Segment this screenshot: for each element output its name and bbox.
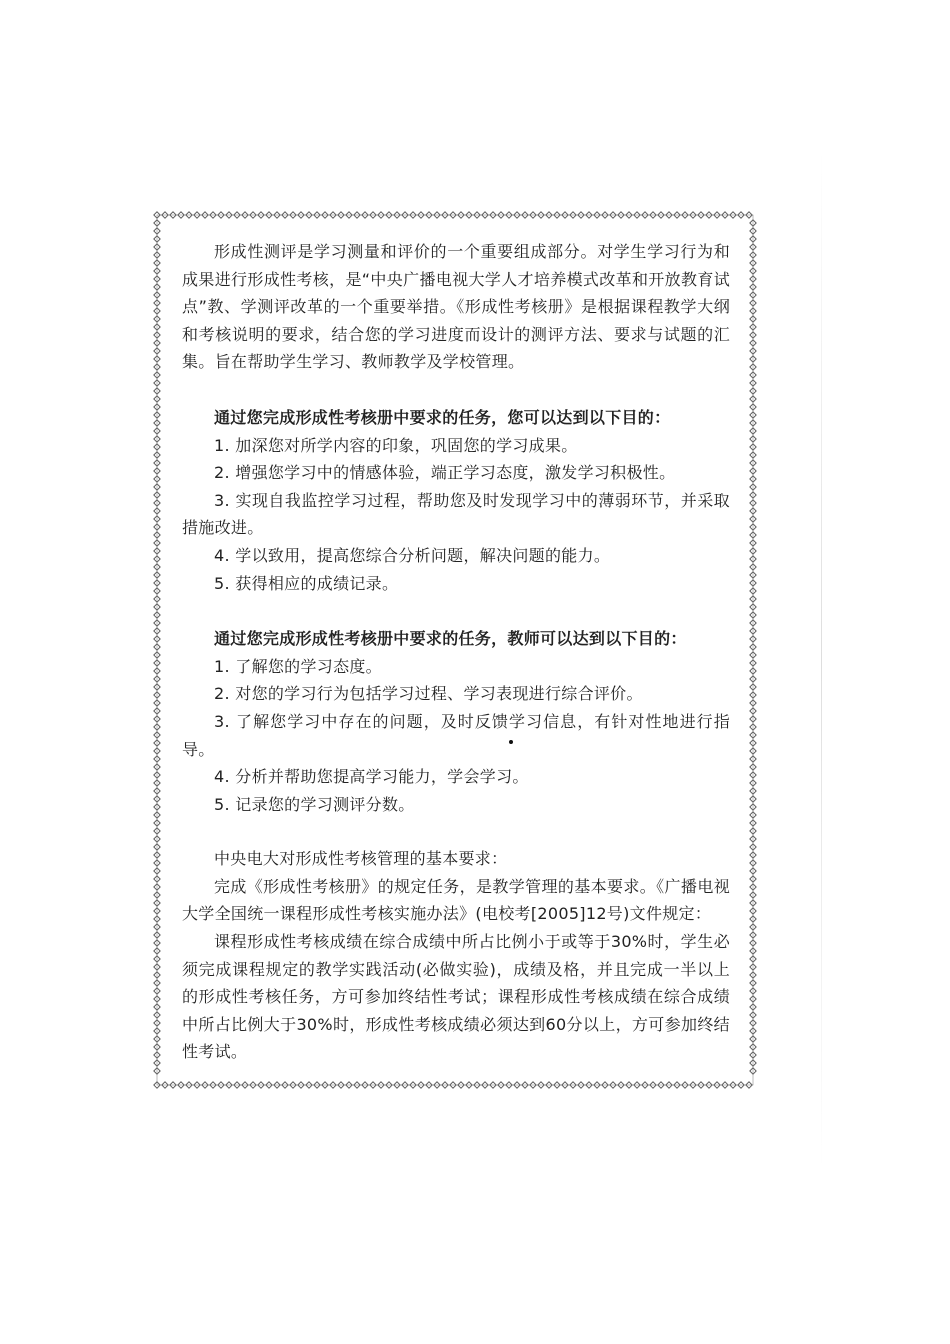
student-goals-heading: 通过您完成形成性考核册中要求的任务，您可以达到以下目的：: [214, 407, 671, 427]
teacher-goals-heading: 通过您完成形成性考核册中要求的任务，教师可以达到以下目的：: [214, 629, 687, 649]
list-item: 3. 实现自我监控学习过程，帮助您及时发现学习中的薄弱环节，并采取措施改进。: [182, 490, 730, 538]
requirements-paragraph-1: 完成《形成性考核册》的规定任务，是教学管理的基本要求。《广播电视大学全国统一课程形成性考核实施办法》(电校考[2005]12号)文件规定：: [182, 876, 730, 924]
list-item: 5. 获得相应的成绩记录。: [214, 573, 399, 593]
intro-paragraph: 形成性测评是学习测量和评价的一个重要组成部分。对学生学习行为和成果进行形成性考核，是“中央广播电视大学人才培养模式改革和开放教育试点”教、学测评改革的一个重要举措。《形成性考核册》是根据课程教学大纲和考核说明的要求，结合您的学习进度而设计的测评方法、要求与试题的汇集。旨在帮助学生学习、教师教学及学校管理。: [182, 242, 730, 372]
scan-speck: [509, 740, 513, 744]
requirements-title: 中央电大对形成性考核管理的基本要求：: [214, 849, 508, 869]
scan-edge: [821, 150, 822, 1170]
document-body: [182, 238, 730, 1066]
list-item: 2. 增强您学习中的情感体验，端正学习态度，激发学习积极性。: [214, 463, 676, 483]
list-item: 1. 了解您的学习态度。: [214, 656, 382, 676]
list-item: 4. 分析并帮助您提高学习能力，学会学习。: [214, 767, 529, 787]
teacher-goals-list: [182, 653, 730, 819]
list-item: 2. 对您的学习行为包括学习过程、学习表现进行综合评价。: [214, 684, 643, 704]
list-item: 1. 加深您对所学内容的印象，巩固您的学习成果。: [214, 435, 578, 455]
student-goals-list: [182, 432, 730, 598]
requirements-paragraph-2: 课程形成性考核成绩在综合成绩中所占比例小于或等于30%时，学生必须完成课程规定的教学实践活动(必做实验)，成绩及格，并且完成一半以上的形成性考核任务，方可参加终结性考试；课程形成性考核成绩在综合成绩中所占比例大于30%时，形成性考核成绩必须达到60分以上，方可参加终结性考试。: [182, 932, 730, 1062]
list-item: 3. 了解您学习中存在的问题，及时反馈学习信息，有针对性地进行指导。: [182, 711, 731, 759]
list-item: 4. 学以致用，提高您综合分析问题，解决问题的能力。: [214, 545, 611, 565]
list-item: 5. 记录您的学习测评分数。: [214, 794, 415, 814]
